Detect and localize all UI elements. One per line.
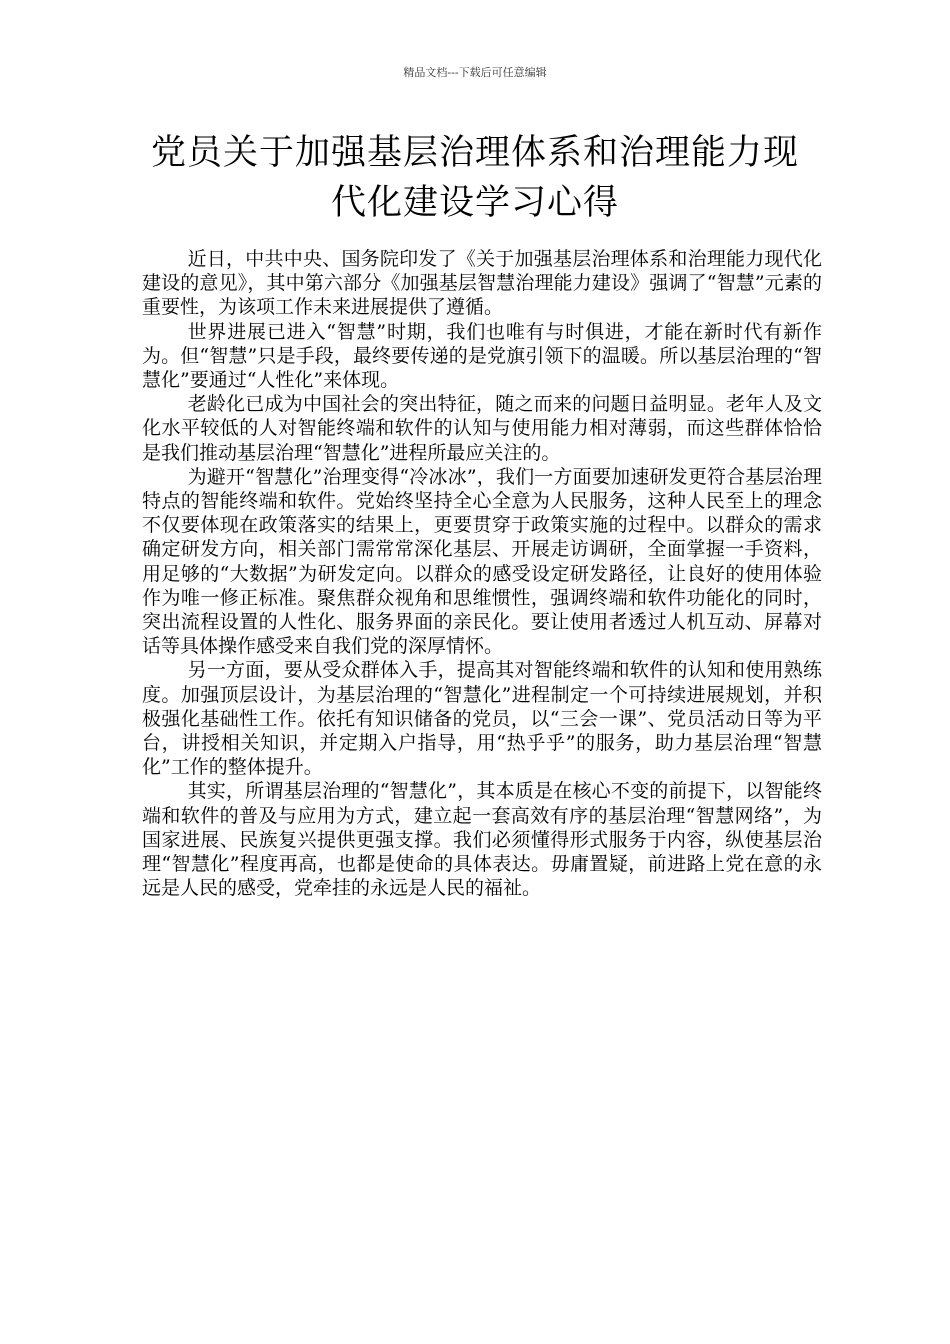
paragraph-4: 为避开“智慧化”治理变得“冷冰冰”，我们一方面要加速研发更符合基层治理特点的智能终端和软件。党始终坚持全心全意为人民服务，这种人民至上的理念不仅要体现在政策落实的结果上，更要贯穿于政策实施的过程中。以群众的需求确定研发方向，相关部门需常常深化基层、开展走访调研，全面掌握一手资料，用足够的“大数据”为研发定向。以群众的感受设定研发路径，让良好的使用体验作为唯一修正标准。聚焦群众视角和思维惯性，强调终端和软件功能化的同时，突出流程设置的人性化、服务界面的亲民化。要让使用者透过人机互动、屏幕对话等具体操作感受来自我们党的深厚情怀。 [142,465,822,658]
paragraph-5: 另一方面，要从受众群体入手，提高其对智能终端和软件的认知和使用熟练度。加强顶层设计，为基层治理的“智慧化”进程制定一个可持续进展规划，并积极强化基础性工作。依托有知识储备的党员，以“三会一课”、党员活动日等为平台，讲授相关知识，并定期入户指导，用“热乎乎”的服务，助力基层治理“智慧化”工作的整体提升。 [142,659,822,779]
paragraph-2: 世界进展已进入“智慧”时期，我们也唯有与时俱进，才能在新时代有新作为。但“智慧”只是手段，最终要传递的是党旗引领下的温暖。所以基层治理的“智慧化”要通过“人性化”来体现。 [142,320,822,392]
document-body [142,247,822,900]
paragraph-6: 其实，所谓基层治理的“智慧化”，其本质是在核心不变的前提下，以智能终端和软件的普及与应用为方式，建立起一套高效有序的基层治理“智慧网络”，为国家进展、民族复兴提供更强支撑。我们必须懂得形式服务于内容，纵使基层治理“智慧化”程度再高，也都是使命的具体表达。毋庸置疑，前进路上党在意的永远是人民的感受，党牵挂的永远是人民的福祉。 [142,780,822,900]
paragraph-3: 老龄化已成为中国社会的突出特征，随之而来的问题日益明显。老年人及文化水平较低的人对智能终端和软件的认知与使用能力相对薄弱，而这些群体恰恰是我们推动基层治理“智慧化”进程所最应关注的。 [142,393,822,464]
title-line-1: 党员关于加强基层治理体系和治理能力现 [150,133,799,173]
title-line-2: 代化建设学习心得 [330,183,619,223]
paragraph-1: 近日，中共中央、国务院印发了《关于加强基层治理体系和治理能力现代化建设的意见》，其中第六部分《加强基层智慧治理能力建设》强调了“智慧”元素的重要性，为该项工作未来进展提供了遵循。 [142,248,822,319]
document-title [120,128,830,228]
header-note: 精品文档---下载后可任意编辑 [403,66,547,79]
